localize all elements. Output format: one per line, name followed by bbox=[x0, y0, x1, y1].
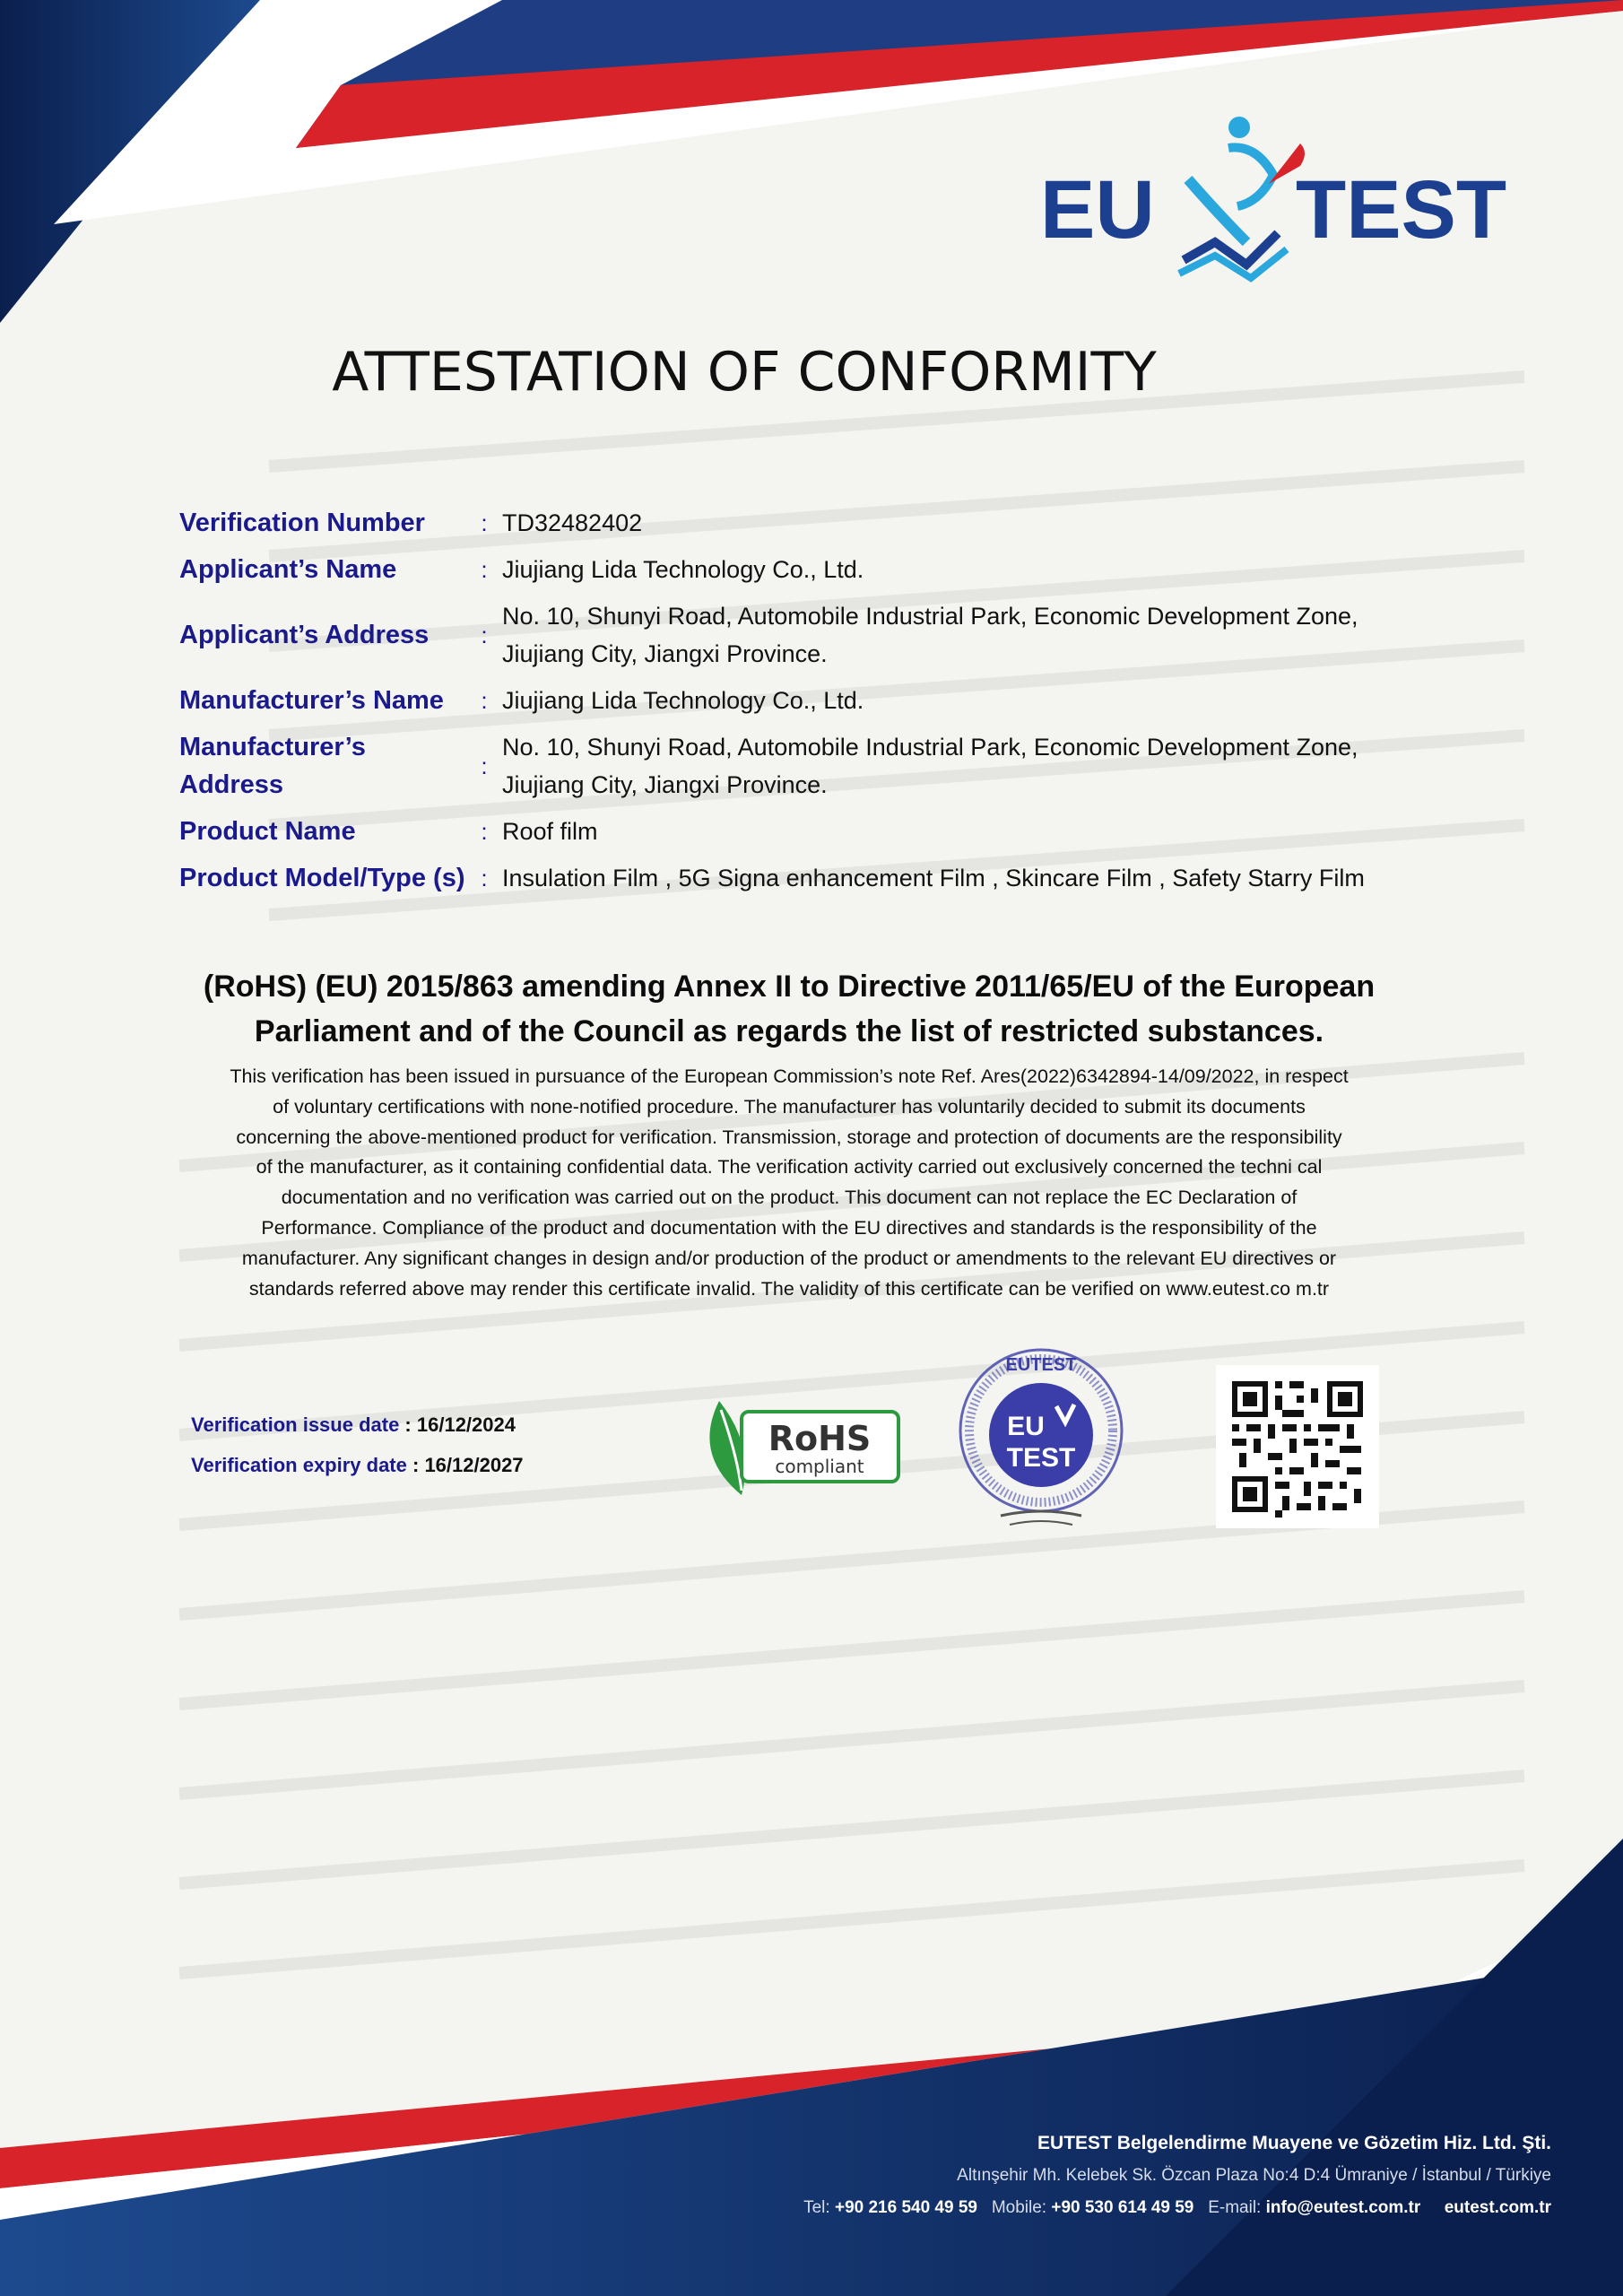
statement-line: documentation and no verification was carried out on the product. This document can not replace the EC Declaration of bbox=[281, 1187, 1298, 1209]
expiry-date-value: 16/12/2027 bbox=[424, 1454, 524, 1476]
rohs-compliant-badge bbox=[701, 1392, 903, 1500]
field-separator: : bbox=[481, 752, 488, 779]
field-label: Applicant’s Address bbox=[179, 621, 430, 649]
field-separator: : bbox=[481, 864, 488, 891]
footer-email[interactable]: info@eutest.com.tr bbox=[1265, 2198, 1421, 2217]
verification-statement bbox=[175, 1062, 1403, 1304]
statement-line: Performance. Compliance of the product and documentation with the EU directives and standards is the responsibility of the bbox=[261, 1216, 1317, 1239]
field-separator: : bbox=[481, 686, 488, 714]
eutest-logo bbox=[1031, 108, 1515, 323]
expiry-date-label: Verification expiry date bbox=[191, 1454, 407, 1476]
field-label: Product Model/Type (s) bbox=[179, 864, 465, 892]
verification-dates bbox=[191, 1405, 524, 1485]
field-row bbox=[179, 728, 1417, 804]
directive-line: Parliament and of the Council as regards the list of restricted substances. bbox=[254, 1014, 1324, 1048]
field-value: Jiujiang Lida Technology Co., Ltd. bbox=[502, 556, 864, 583]
issue-date-separator: : bbox=[399, 1413, 417, 1436]
footer-contact bbox=[803, 2127, 1551, 2224]
field-row bbox=[179, 551, 1417, 588]
field-separator: : bbox=[481, 621, 488, 648]
statement-line: concerning the above-mentioned product for verification. Transmission, storage and protection of documents are the responsibility bbox=[236, 1126, 1342, 1148]
seal-center-test: TEST bbox=[1006, 1443, 1076, 1473]
expiry-date-row bbox=[191, 1445, 524, 1485]
directive-heading bbox=[161, 964, 1417, 1054]
field-label: Manufacturer’s Address bbox=[179, 733, 366, 799]
field-row bbox=[179, 597, 1417, 673]
footer-tel: +90 216 540 49 59 bbox=[834, 2198, 977, 2217]
rohs-badge-title: RoHS bbox=[768, 1419, 872, 1458]
directive-line: (RoHS) (EU) 2015/863 amending Annex II to Directive 2011/65/EU of the European bbox=[203, 970, 1376, 1004]
logo-text-left: EU bbox=[1040, 164, 1155, 256]
logo-text-right: TEST bbox=[1296, 164, 1507, 256]
field-value: TD32482402 bbox=[502, 509, 643, 536]
statement-line: standards referred above may render this certificate invalid. The validity of this certificate can be verified on www.eutest.co m.tr bbox=[248, 1277, 1330, 1300]
rohs-badge-subtitle: compliant bbox=[775, 1456, 864, 1477]
field-value: Insulation Film , 5G Signa enhancement Film , Skincare Film , Safety Starry Film bbox=[502, 865, 1365, 891]
field-value: Roof film bbox=[502, 818, 598, 845]
field-label: Verification Number bbox=[179, 509, 425, 537]
statement-line: manufacturer. Any significant changes in design and/or production of the product or amendments to the relevant EU directives or bbox=[241, 1247, 1337, 1269]
field-value: No. 10, Shunyi Road, Automobile Industrial Park, Economic Development Zone, Jiujiang City, Jiangxi Province. bbox=[502, 603, 1358, 667]
document-title: ATTESTATION OF CONFORMITY bbox=[332, 341, 1157, 404]
expiry-date-separator: : bbox=[406, 1454, 425, 1476]
footer-contacts-line bbox=[803, 2192, 1551, 2224]
field-separator: : bbox=[481, 509, 488, 536]
statement-line: of the manufacturer, as it containing confidential data. The verification activity carried out exclusively concerned the techni cal bbox=[256, 1156, 1323, 1178]
footer-mobile-label: Mobile: bbox=[991, 2198, 1052, 2217]
issue-date-row bbox=[191, 1405, 524, 1445]
field-label: Manufacturer’s Name bbox=[179, 686, 444, 715]
field-row bbox=[179, 504, 1417, 542]
issue-date-label: Verification issue date bbox=[191, 1413, 400, 1436]
footer-address: Altınşehir Mh. Kelebek Sk. Özcan Plaza No:4 D:4 Ümraniye / İstanbul / Türkiye bbox=[957, 2166, 1551, 2185]
field-separator: : bbox=[481, 555, 488, 583]
statement-line: This verification has been issued in pursuance of the European Commission’s note Ref. Ares(2022)6342894-14/09/2022, in respect bbox=[230, 1065, 1349, 1087]
details-table bbox=[179, 504, 1417, 906]
field-row bbox=[179, 682, 1417, 719]
footer-tel-label: Tel: bbox=[803, 2198, 835, 2217]
field-row bbox=[179, 859, 1417, 897]
field-value: Jiujiang Lida Technology Co., Ltd. bbox=[502, 687, 864, 714]
field-value: No. 10, Shunyi Road, Automobile Industrial Park, Economic Development Zone, Jiujiang City, Jiangxi Province. bbox=[502, 734, 1358, 798]
footer-mobile: +90 530 614 49 59 bbox=[1051, 2198, 1194, 2217]
logo-book-icon bbox=[1179, 117, 1305, 278]
field-label: Product Name bbox=[179, 817, 356, 846]
eutest-seal bbox=[956, 1345, 1126, 1538]
field-label: Applicant’s Name bbox=[179, 555, 397, 584]
seal-top-text: EUTEST bbox=[1005, 1355, 1077, 1375]
footer-company: EUTEST Belgelendirme Muayene ve Gözetim Hiz. Ltd. Şti. bbox=[1037, 2133, 1551, 2153]
issue-date-value: 16/12/2024 bbox=[416, 1413, 516, 1436]
field-separator: : bbox=[481, 817, 488, 845]
statement-line: of voluntary certifications with none-notified procedure. The manufacturer has voluntarily decided to submit its documents bbox=[273, 1095, 1306, 1118]
field-row bbox=[179, 813, 1417, 850]
seal-center-eu: EU bbox=[1007, 1412, 1045, 1441]
footer-website[interactable]: eutest.com.tr bbox=[1444, 2198, 1551, 2217]
verification-qr-code[interactable] bbox=[1216, 1365, 1379, 1528]
footer-email-label: E-mail: bbox=[1208, 2198, 1266, 2217]
